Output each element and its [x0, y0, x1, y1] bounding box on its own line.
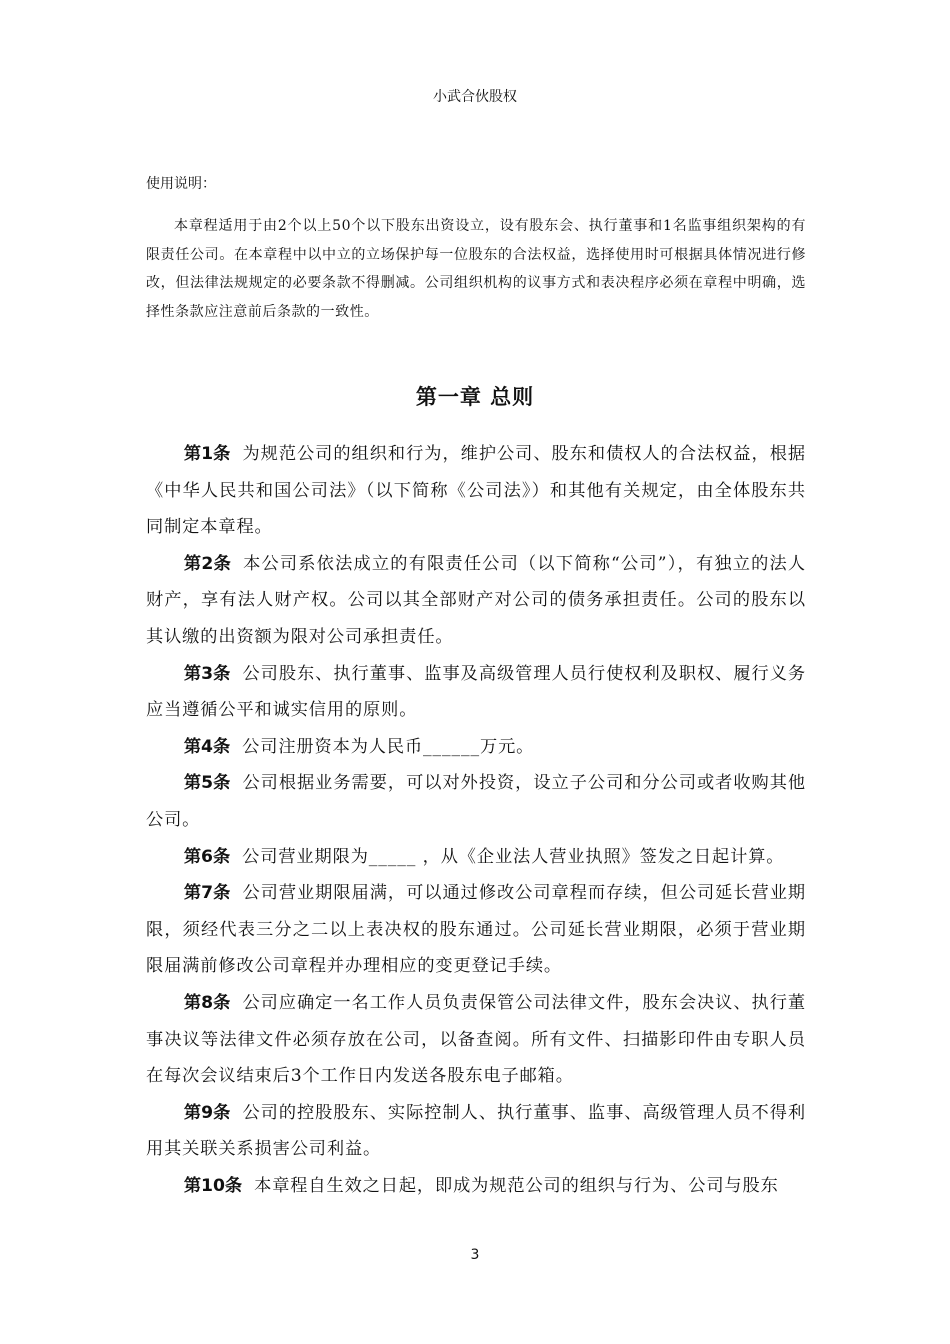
article-4 — [146, 729, 806, 766]
article-number: 第6条 — [183, 846, 231, 867]
article-number: 第8条 — [183, 992, 231, 1013]
chapter-title: 第一章 总则 — [415, 385, 535, 409]
article-2 — [146, 546, 806, 656]
article-text: 本公司系依法成立的有限责任公司（以下简称“公司”），有独立的法人财产，享有法人财产权。公司以其全部财产对公司的债务承担责任。公司的股东以其认缴的出资额为限对公司承担责任。 — [146, 553, 806, 647]
article-text: 公司应确定一名工作人员负责保管公司法律文件，股东会决议、执行董事决议等法律文件必须存放在公司，以备查阅。所有文件、扫描影印件由专职人员在每次会议结束后3个工作日内发送各股东电子邮箱。 — [146, 992, 806, 1087]
article-10 — [146, 1168, 806, 1205]
article-6 — [146, 839, 806, 876]
article-1 — [146, 436, 806, 546]
article-3 — [146, 656, 806, 729]
article-8 — [146, 985, 806, 1095]
article-5 — [146, 765, 806, 838]
article-number: 第10条 — [183, 1175, 243, 1196]
article-number: 第1条 — [183, 444, 231, 464]
running-header: 小武合伙股权 — [433, 89, 517, 105]
article-text: 公司股东、执行董事、监事及高级管理人员行使权利及职权、履行义务应当遵循公平和诚实信用的原则。 — [146, 663, 806, 721]
article-text: 为规范公司的组织和行为，维护公司、股东和债权人的合法权益，根据《中华人民共和国公司法》（以下简称《公司法》）和其他有关规定，由全体股东共同制定本章程。 — [146, 444, 806, 538]
usage-title: 使用说明： — [146, 176, 216, 192]
article-text: 公司营业期限届满，可以通过修改公司章程而存续，但公司延长营业期限，须经代表三分之二以上表决权的股东通过。公司延长营业期限，必须于营业期限届满前修改公司章程并办理相应的变更登记手续。 — [146, 883, 806, 977]
article-number: 第3条 — [183, 663, 231, 684]
article-text: 本章程自生效之日起，即成为规范公司的组织与行为、公司与股东 — [254, 1175, 779, 1196]
article-text: 公司注册资本为人民币______万元。 — [242, 736, 535, 757]
article-number: 第4条 — [183, 736, 231, 757]
article-9 — [146, 1095, 806, 1168]
usage-body: 本章程适用于由2个以上50个以下股东出资设立，设有股东会、执行董事和1名监事组织架构的有限责任公司。在本章程中以中立的立场保护每一位股东的合法权益，选择使用时可根据具体情况进行修改，但法律法规规定的必要条款不得删减。公司组织机构的议事方式和表决程序必须在章程中明确，选择性条款应注意前后条款的一致性。 — [146, 218, 806, 320]
article-7 — [146, 875, 806, 985]
articles-list — [146, 436, 806, 1204]
article-number: 第5条 — [183, 773, 231, 794]
article-number: 第2条 — [183, 553, 232, 574]
article-text: 公司的控股股东、实际控制人、执行董事、监事、高级管理人员不得利用其关联关系损害公司利益。 — [146, 1102, 806, 1160]
article-number: 第9条 — [183, 1102, 231, 1123]
article-number: 第7条 — [183, 883, 231, 904]
article-text: 公司营业期限为_____ ，从《企业法人营业执照》签发之日起计算。 — [242, 846, 785, 867]
page-number: 3 — [470, 1247, 480, 1263]
article-text: 公司根据业务需要，可以对外投资，设立子公司和分公司或者收购其他公司。 — [146, 773, 806, 830]
